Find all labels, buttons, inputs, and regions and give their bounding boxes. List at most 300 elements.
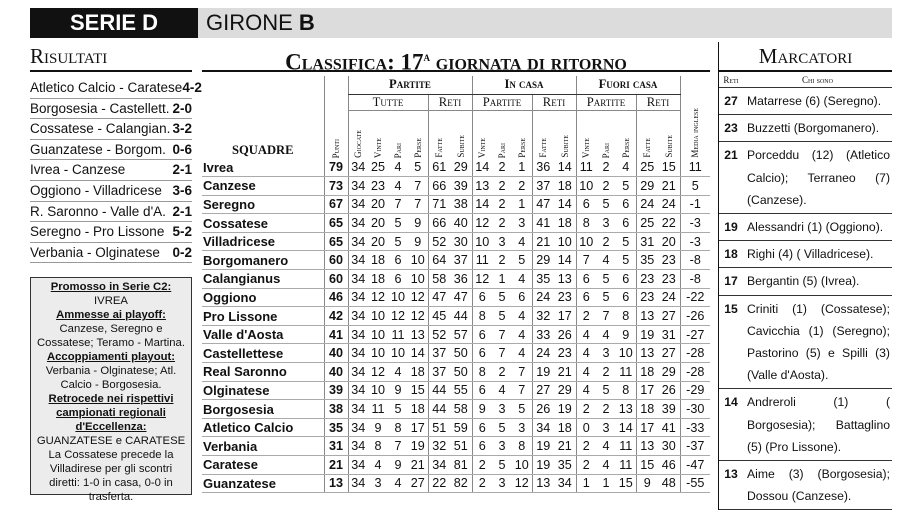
table-row — [202, 251, 710, 270]
stat-cell: 2 — [512, 177, 532, 196]
retro-heading: Retrocede nei rispettivi campionati regionali d'Eccellenza: — [48, 393, 174, 434]
partite-header: Partite — [348, 76, 472, 94]
stat-cell: 11 — [680, 158, 710, 177]
stat-cell: 5 — [492, 288, 512, 307]
stat-cell: 19 — [532, 456, 554, 475]
stat-cell: 8 — [388, 418, 408, 437]
scorer-names: Porceddu (12) (Atletico Calcio); Terraneo (7) (Canzese). — [747, 148, 890, 207]
stat-cell: -37 — [680, 437, 710, 456]
risultati-list — [30, 78, 202, 263]
stat-cell: 24 — [636, 195, 658, 214]
classifica-title-sup: a — [423, 49, 431, 64]
stat-cell: 51 — [428, 418, 450, 437]
result-item — [30, 202, 192, 223]
team-name: Ivrea — [202, 158, 324, 177]
stat-cell: -26 — [680, 307, 710, 326]
team-name: Cossatese — [202, 214, 324, 233]
stat-cell: 7 — [408, 177, 428, 196]
fuori-reti-header: Reti — [636, 94, 680, 110]
stat-cell: 12 — [388, 307, 408, 326]
stat-cell: 6 — [472, 344, 492, 363]
result-item — [30, 78, 202, 99]
stat-cell: 29 — [554, 381, 576, 400]
result-score: 5-2 — [172, 224, 192, 240]
stat-cell: 34 — [348, 232, 368, 251]
stat-cell: 34 — [348, 344, 368, 363]
stat-cell: 39 — [324, 381, 348, 400]
stat-cell: 1 — [596, 474, 616, 493]
stat-cell: 10 — [512, 456, 532, 475]
stat-cell: 4 — [368, 456, 388, 475]
group-prefix: GIRONE — [206, 10, 293, 35]
stat-cell: -28 — [680, 344, 710, 363]
scorer-goals: 19 — [724, 220, 738, 235]
scorer-names: Aime (3) (Borgosesia); Dossou (Canzese). — [747, 467, 890, 504]
stat-cell: 34 — [348, 418, 368, 437]
playout-heading: Accoppiamenti playout: — [46, 351, 176, 364]
table-row — [202, 363, 710, 382]
stat-cell: 31 — [636, 232, 658, 251]
result-score: 0-6 — [172, 141, 192, 157]
classifica-title-a: Classifica: — [285, 49, 395, 75]
scorer-names: Alessandri (1) (Oggiono). — [747, 220, 884, 235]
stat-cell: 12 — [408, 288, 428, 307]
note-text: La Cossatese precede la Villadirese per gli scontri diretti: 1-0 in casa, 0-0 in trasferta. — [48, 449, 174, 504]
stat-cell: 38 — [450, 195, 472, 214]
col-vinte-label: Vinte — [472, 110, 492, 158]
table-row — [202, 325, 710, 344]
stat-cell: 39 — [450, 177, 472, 196]
stat-cell: -1 — [680, 195, 710, 214]
stat-cell: 3 — [596, 344, 616, 363]
stat-cell: 4 — [576, 381, 596, 400]
stat-cell: 36 — [450, 270, 472, 289]
stat-cell: 5 — [596, 270, 616, 289]
stat-cell: 4 — [512, 325, 532, 344]
league-title: SERIE D — [30, 8, 198, 38]
stat-cell: 32 — [532, 307, 554, 326]
stat-cell: 57 — [450, 325, 472, 344]
stat-cell: 10 — [554, 232, 576, 251]
stat-cell: 2 — [576, 307, 596, 326]
scorer-item — [719, 115, 892, 142]
stat-cell: 18 — [408, 363, 428, 382]
stat-cell: 9 — [408, 232, 428, 251]
col-perse-label: Perse — [620, 138, 631, 158]
result-match: Borgosesia - Castellett. — [30, 100, 170, 116]
stat-cell: 34 — [348, 270, 368, 289]
scorer-item — [719, 142, 892, 214]
stat-cell: 18 — [636, 400, 658, 419]
team-name: Seregno — [202, 195, 324, 214]
stat-cell: 34 — [348, 214, 368, 233]
stat-cell: -55 — [680, 474, 710, 493]
casa-reti-header: Reti — [532, 94, 576, 110]
stat-cell: 5 — [388, 400, 408, 419]
stat-cell: 6 — [512, 288, 532, 307]
stat-cell: 6 — [616, 288, 636, 307]
stat-cell: 6 — [472, 437, 492, 456]
scorer-goals: 14 — [724, 395, 738, 410]
stat-cell: 17 — [636, 381, 658, 400]
stat-cell: 5 — [616, 232, 636, 251]
stat-cell: 19 — [408, 437, 428, 456]
stat-cell: 4 — [596, 437, 616, 456]
result-match: Verbania - Olginatese — [30, 244, 160, 260]
stat-cell: 33 — [532, 325, 554, 344]
in-casa-header: In casa — [472, 76, 576, 94]
stat-cell: 2 — [472, 474, 492, 493]
col-pari-label: Pari — [497, 142, 507, 158]
stat-cell: 14 — [472, 158, 492, 177]
stat-cell: 48 — [658, 474, 680, 493]
stat-cell: 35 — [636, 251, 658, 270]
stat-cell: 3 — [368, 474, 388, 493]
stat-cell: 38 — [324, 400, 348, 419]
stat-cell: 11 — [472, 251, 492, 270]
stat-cell: 4 — [512, 344, 532, 363]
marcatori-panel — [718, 42, 892, 510]
stat-cell: 34 — [428, 456, 450, 475]
stat-cell: 14 — [616, 418, 636, 437]
stat-cell: 5 — [512, 251, 532, 270]
table-row — [202, 474, 710, 493]
stat-cell: 34 — [348, 307, 368, 326]
stat-cell: 10 — [472, 232, 492, 251]
stat-cell: -3 — [680, 214, 710, 233]
team-name: Borgomanero — [202, 251, 324, 270]
stat-cell: 35 — [324, 418, 348, 437]
stat-cell: 34 — [348, 381, 368, 400]
stat-cell: 40 — [324, 344, 348, 363]
stat-cell: 59 — [450, 418, 472, 437]
team-name: Verbania — [202, 437, 324, 456]
stat-cell: 42 — [324, 307, 348, 326]
stat-cell: 58 — [450, 400, 472, 419]
stat-cell: 3 — [492, 437, 512, 456]
info-box — [30, 277, 192, 504]
stat-cell: 8 — [616, 381, 636, 400]
stat-cell: 2 — [596, 400, 616, 419]
stat-cell: 2 — [596, 363, 616, 382]
stat-cell: 14 — [554, 195, 576, 214]
stat-cell: 3 — [492, 400, 512, 419]
stat-cell: 1 — [512, 195, 532, 214]
stat-cell: 10 — [576, 232, 596, 251]
stat-cell: 2 — [492, 158, 512, 177]
punti-header: Punti — [324, 76, 348, 158]
team-name: Atletico Calcio — [202, 418, 324, 437]
stat-cell: 12 — [512, 474, 532, 493]
promossi-heading: Promosso in Serie C2: — [50, 281, 172, 294]
result-match: Ivrea - Canzese — [30, 162, 126, 178]
stat-cell: 2 — [576, 400, 596, 419]
stat-cell: 6 — [472, 288, 492, 307]
team-name: Canzese — [202, 177, 324, 196]
stat-cell: 5 — [408, 158, 428, 177]
table-row — [202, 456, 710, 475]
marcatori-title: Marcatori — [719, 42, 892, 72]
stat-cell: 14 — [472, 195, 492, 214]
media-header: Media inglese — [680, 76, 710, 158]
scorer-names: Buzzetti (Borgomanero). — [747, 121, 880, 136]
stat-cell: 21 — [658, 177, 680, 196]
stat-cell: 5 — [596, 381, 616, 400]
stat-cell: 6 — [616, 195, 636, 214]
stat-cell: 41 — [324, 325, 348, 344]
stat-cell: -8 — [680, 270, 710, 289]
result-match: R. Saronno - Valle d'A. — [30, 203, 166, 219]
stat-cell: 13 — [324, 474, 348, 493]
stat-cell: 13 — [636, 307, 658, 326]
squadre-header: SQUADRE — [231, 143, 294, 157]
stat-cell: 4 — [596, 251, 616, 270]
stat-cell: 52 — [428, 232, 450, 251]
result-item — [30, 99, 192, 120]
stat-cell: 20 — [368, 195, 388, 214]
scorer-goals: 17 — [724, 274, 738, 289]
stat-cell: 2 — [576, 456, 596, 475]
table-row — [202, 195, 710, 214]
result-score: 0-2 — [172, 244, 192, 260]
stat-cell: 25 — [636, 158, 658, 177]
team-name: Valle d'Aosta — [202, 325, 324, 344]
stat-cell: 10 — [368, 381, 388, 400]
stat-cell: 6 — [576, 270, 596, 289]
stat-cell: 67 — [324, 195, 348, 214]
stat-cell: 9 — [368, 418, 388, 437]
playoff-text: Canzese, Seregno e Cossatese; Teramo - Martina. — [37, 323, 185, 350]
stat-cell: 1 — [512, 158, 532, 177]
stat-cell: 9 — [616, 325, 636, 344]
stat-cell: 4 — [492, 381, 512, 400]
stat-cell: 8 — [472, 363, 492, 382]
stat-cell: 11 — [616, 456, 636, 475]
stat-cell: 5 — [680, 177, 710, 196]
stat-cell: 40 — [324, 363, 348, 382]
stat-cell: 2 — [492, 195, 512, 214]
stat-cell: 34 — [348, 437, 368, 456]
stat-cell: 9 — [636, 474, 658, 493]
scorer-goals: 27 — [724, 94, 738, 108]
scorer-goals: 23 — [724, 121, 738, 136]
stat-cell: 4 — [512, 270, 532, 289]
result-match: Cossatese - Calangian. — [30, 121, 171, 137]
result-score: 2-0 — [172, 100, 192, 116]
team-name: Olginatese — [202, 381, 324, 400]
stat-cell: 31 — [324, 437, 348, 456]
result-score: 3-6 — [172, 182, 192, 198]
stat-cell: 22 — [658, 214, 680, 233]
stat-cell: 7 — [512, 381, 532, 400]
stat-cell: 21 — [408, 456, 428, 475]
stat-cell: 37 — [428, 363, 450, 382]
stat-cell: -22 — [680, 288, 710, 307]
stat-cell: 11 — [368, 400, 388, 419]
stat-cell: 60 — [324, 270, 348, 289]
stat-cell: 23 — [554, 288, 576, 307]
stat-cell: 47 — [428, 288, 450, 307]
stat-cell: 19 — [532, 363, 554, 382]
stat-cell: 6 — [472, 381, 492, 400]
stat-cell: 35 — [554, 456, 576, 475]
scorer-item — [719, 389, 892, 461]
casa-partite-header: Partite — [472, 94, 532, 110]
stat-cell: 10 — [368, 325, 388, 344]
table-row — [202, 400, 710, 419]
team-name: Caratese — [202, 456, 324, 475]
stat-cell: 44 — [450, 307, 472, 326]
stat-cell: 5 — [388, 214, 408, 233]
stat-cell: 29 — [636, 177, 658, 196]
stat-cell: 23 — [658, 251, 680, 270]
stat-cell: 27 — [658, 344, 680, 363]
stat-cell: 3 — [512, 418, 532, 437]
stat-cell: 5 — [596, 288, 616, 307]
stat-cell: 65 — [324, 214, 348, 233]
risultati-panel — [30, 42, 202, 504]
table-row — [202, 177, 710, 196]
stat-cell: 27 — [408, 474, 428, 493]
stat-cell: 17 — [554, 307, 576, 326]
stat-cell: 21 — [554, 437, 576, 456]
stat-cell: 6 — [616, 214, 636, 233]
stat-cell: 37 — [428, 344, 450, 363]
stat-cell: 5 — [616, 251, 636, 270]
stat-cell: 30 — [658, 437, 680, 456]
stat-cell: 0 — [576, 418, 596, 437]
stat-cell: 36 — [532, 158, 554, 177]
stat-cell: 10 — [388, 288, 408, 307]
stat-cell: 35 — [532, 270, 554, 289]
col-fatte-label: Fatte — [428, 110, 450, 158]
stat-cell: 4 — [596, 325, 616, 344]
col-perse-label: Perse — [412, 138, 423, 158]
col-subite-label: Subite — [663, 135, 674, 158]
scorer-item — [719, 268, 892, 295]
scorer-names: Righi (4) ( Villadricese). — [747, 247, 874, 262]
stat-cell: 8 — [512, 437, 532, 456]
stat-cell: 18 — [554, 177, 576, 196]
classifica-table — [202, 76, 710, 493]
stat-cell: 1 — [492, 270, 512, 289]
stat-cell: 23 — [554, 344, 576, 363]
stat-cell: -8 — [680, 251, 710, 270]
stat-cell: 6 — [576, 195, 596, 214]
stat-cell: 6 — [388, 251, 408, 270]
stat-cell: 18 — [368, 270, 388, 289]
col-vinte-label: Vinte — [373, 137, 383, 158]
stat-cell: 18 — [636, 363, 658, 382]
stat-cell: 8 — [616, 307, 636, 326]
result-item — [30, 181, 192, 202]
stat-cell: 25 — [368, 158, 388, 177]
result-item — [30, 140, 192, 161]
table-row — [202, 307, 710, 326]
scorer-item — [719, 296, 892, 390]
result-score: 2-1 — [172, 203, 192, 219]
stat-cell: 21 — [324, 456, 348, 475]
classifica-panel — [202, 42, 710, 493]
stat-cell: 4 — [512, 232, 532, 251]
stat-cell: 21 — [554, 363, 576, 382]
scorer-names: Criniti (1) (Cossatese); Cavicchia (1) (Seregno); Pastorino (5) e Spilli (3) (Valle d'Aosta). — [747, 301, 890, 383]
stat-cell: 17 — [408, 418, 428, 437]
table-row — [202, 418, 710, 437]
stat-cell: 7 — [388, 195, 408, 214]
result-score: 3-2 — [172, 121, 192, 137]
stat-cell: 37 — [532, 177, 554, 196]
stat-cell: 34 — [348, 177, 368, 196]
stat-cell: 4 — [596, 456, 616, 475]
stat-cell: 19 — [532, 437, 554, 456]
scorer-names: Matarrese (6) (Seregno). — [747, 94, 882, 108]
stat-cell: 14 — [408, 344, 428, 363]
col-pari-label: Pari — [393, 142, 403, 158]
stat-cell: -27 — [680, 325, 710, 344]
result-match: Oggiono - Villadricese — [30, 182, 162, 198]
team-name: Villadricese — [202, 232, 324, 251]
marcatori-list — [719, 88, 892, 510]
stat-cell: 4 — [616, 158, 636, 177]
stat-cell: 24 — [532, 288, 554, 307]
stat-cell: 18 — [408, 400, 428, 419]
stat-cell: 2 — [472, 456, 492, 475]
stat-cell: 10 — [388, 344, 408, 363]
stat-cell: 45 — [428, 307, 450, 326]
stat-cell: 4 — [388, 177, 408, 196]
stat-cell: 40 — [450, 214, 472, 233]
stat-cell: 34 — [348, 456, 368, 475]
stat-cell: 73 — [324, 177, 348, 196]
stat-cell: -33 — [680, 418, 710, 437]
fuori-casa-header: Fuori casa — [576, 76, 680, 94]
stat-cell: -29 — [680, 381, 710, 400]
stat-cell: 2 — [596, 232, 616, 251]
stat-cell: 41 — [658, 418, 680, 437]
stat-cell: 12 — [408, 307, 428, 326]
stat-cell: 6 — [616, 270, 636, 289]
stat-cell: 20 — [368, 214, 388, 233]
stat-cell: 7 — [512, 363, 532, 382]
team-name: Oggiono — [202, 288, 324, 307]
stat-cell: 79 — [324, 158, 348, 177]
stat-cell: 5 — [512, 400, 532, 419]
classifica-title-b: giornata di ritorno — [435, 49, 627, 75]
stat-cell: 7 — [596, 307, 616, 326]
stat-cell: 13 — [554, 270, 576, 289]
stat-cell: 4 — [576, 325, 596, 344]
page-header — [30, 8, 892, 38]
classifica-title — [202, 42, 710, 75]
col-vinte-label: Vinte — [576, 110, 596, 158]
stat-cell: 34 — [348, 251, 368, 270]
result-item — [30, 119, 192, 140]
stat-cell: 81 — [450, 456, 472, 475]
stat-cell: 51 — [450, 437, 472, 456]
table-row — [202, 158, 710, 177]
stat-cell: 5 — [616, 177, 636, 196]
stat-cell: 10 — [408, 251, 428, 270]
stat-cell: 24 — [532, 344, 554, 363]
col-perse-label: Perse — [516, 138, 527, 158]
stat-cell: 10 — [576, 177, 596, 196]
stat-cell: 15 — [636, 456, 658, 475]
stat-cell: 15 — [658, 158, 680, 177]
stat-cell: 2 — [492, 177, 512, 196]
stat-cell: 10 — [408, 270, 428, 289]
stat-cell: 71 — [428, 195, 450, 214]
